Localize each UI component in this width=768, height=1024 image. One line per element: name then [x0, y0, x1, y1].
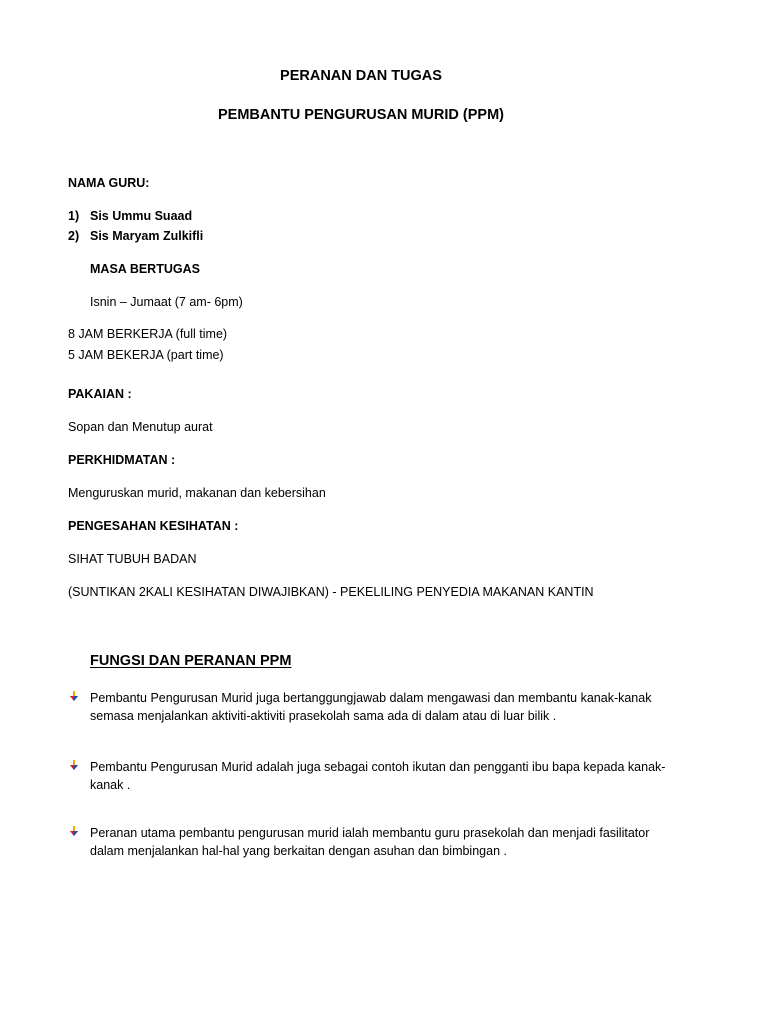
list-item-line: kanak . — [90, 778, 131, 792]
list-item-line: Pembantu Pengurusan Murid juga bertanggungjawab dalam mengawasi dan membantu kanak-kanak — [90, 691, 652, 705]
health-note: (SUNTIKAN 2KALI KESIHATAN DIWAJIBKAN) - PEKELILING PENYEDIA MAKANAN KANTIN — [68, 585, 594, 599]
teacher-label: NAMA GURU: — [68, 176, 150, 190]
full-time-hours: 8 JAM BERKERJA (full time) — [68, 327, 228, 341]
list-item-line: semasa menjalankan aktiviti-aktiviti prasekolah sama ada di dalam atau di luar bilik . — [90, 709, 557, 723]
functions-heading: FUNGSI DAN PERANAN PPM — [90, 653, 292, 669]
duty-schedule: Isnin – Jumaat (7 am- 6pm) — [90, 295, 243, 309]
attire-label: PAKAIAN : — [68, 387, 132, 401]
health-label: PENGESAHAN KESIHATAN : — [68, 519, 239, 533]
document-title: PERANAN DAN TUGAS — [280, 68, 442, 84]
list-item-line: Peranan utama pembantu pengurusan murid ialah membantu guru prasekolah dan menjadi fasilitator — [90, 826, 650, 840]
list-item-text — [90, 824, 690, 860]
health-value: SIHAT TUBUH BADAN — [68, 552, 197, 566]
arrow-bullet-icon — [68, 690, 80, 702]
list-item-line: dalam menjalankan hal-hal yang berkaitan dengan asuhan dan bimbingan . — [90, 844, 507, 858]
duty-label: MASA BERTUGAS — [90, 262, 200, 276]
teacher-number: 2) — [68, 229, 80, 243]
attire-value: Sopan dan Menutup aurat — [68, 420, 213, 434]
arrow-bullet-icon — [68, 759, 80, 771]
list-item-text — [90, 758, 690, 794]
teacher-name: Sis Maryam Zulkifli — [90, 229, 204, 243]
arrow-bullet-icon — [68, 825, 80, 837]
service-label: PERKHIDMATAN : — [68, 453, 176, 467]
document-subtitle: PEMBANTU PENGURUSAN MURID (PPM) — [218, 107, 504, 123]
service-value: Menguruskan murid, makanan dan kebersihan — [68, 486, 326, 500]
list-item-text — [90, 689, 690, 725]
teacher-number: 1) — [68, 209, 80, 223]
teacher-name: Sis Ummu Suaad — [90, 209, 193, 223]
part-time-hours: 5 JAM BEKERJA (part time) — [68, 348, 224, 362]
list-item-line: Pembantu Pengurusan Murid adalah juga sebagai contoh ikutan dan pengganti ibu bapa kepada kanak- — [90, 760, 666, 774]
